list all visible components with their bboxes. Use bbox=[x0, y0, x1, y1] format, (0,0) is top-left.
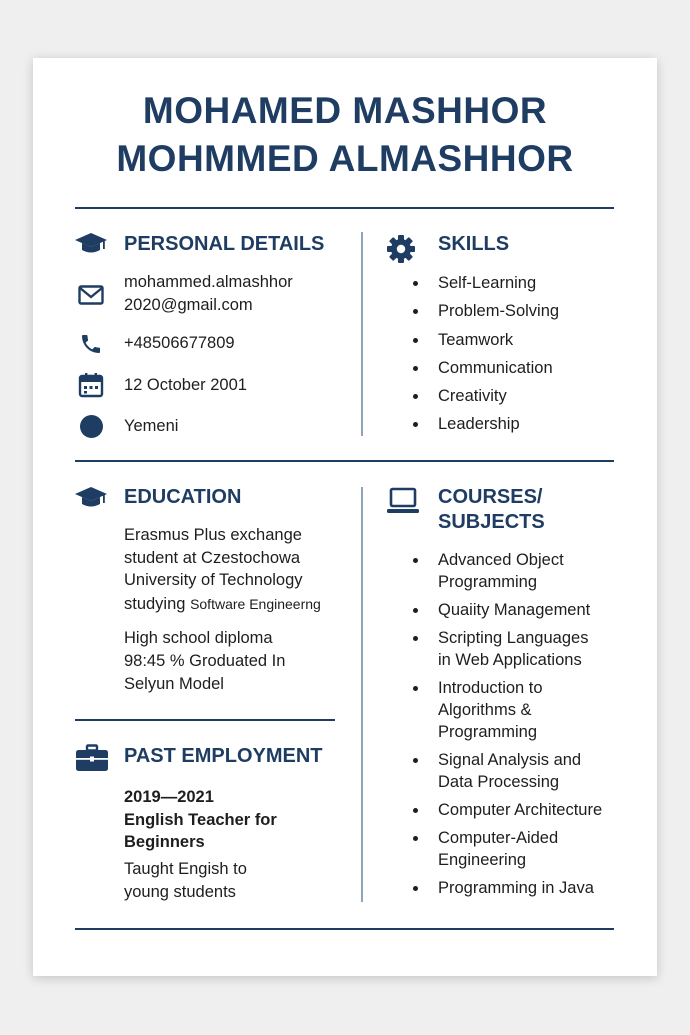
envelope-icon bbox=[78, 285, 104, 305]
skill-item: Self-Learning bbox=[438, 272, 559, 294]
education-entry-1-line-2: student at Czestochowa bbox=[124, 549, 301, 567]
skill-item: Creativity bbox=[438, 385, 559, 407]
skill-item: Problem-Solving bbox=[438, 302, 560, 321]
course-item bbox=[438, 677, 602, 743]
birth-date: 12 October 2001 bbox=[124, 376, 247, 394]
divider-employment bbox=[75, 719, 335, 721]
skill-item: Leadership bbox=[438, 413, 559, 435]
courses-heading-line-2: SUBJECTS bbox=[438, 511, 545, 533]
education-entry-1-line-4 bbox=[124, 593, 321, 616]
education-entry-2-line-1: High school diploma bbox=[124, 629, 273, 647]
education-entry-1-line-3: University of Technology bbox=[124, 571, 303, 589]
education-entry-1-line-1: Erasmus Plus exchange bbox=[124, 526, 302, 544]
course-item-line: Programming bbox=[438, 573, 538, 591]
course-item-line: Signal Analysis and bbox=[438, 751, 582, 769]
phone-icon bbox=[79, 332, 103, 356]
name-line-1: MOHAMED MASHHOR bbox=[142, 90, 548, 131]
education-heading: EDUCATION bbox=[124, 486, 242, 508]
course-item bbox=[438, 627, 602, 671]
graduation-cap-icon bbox=[74, 484, 108, 512]
graduation-cap-icon bbox=[74, 230, 108, 258]
course-item-line: Advanced Object bbox=[438, 551, 564, 569]
course-item bbox=[438, 827, 602, 871]
personal-details-heading: PERSONAL DETAILS bbox=[124, 233, 325, 255]
course-item-line: Data Processing bbox=[438, 773, 560, 791]
employment-years: 2019—2021 bbox=[124, 788, 214, 806]
nationality: Yemeni bbox=[124, 417, 179, 435]
employment-desc-line-2: young students bbox=[124, 883, 236, 901]
phone-number: +48506677809 bbox=[124, 334, 235, 352]
email-line-2: 2020@gmail.com bbox=[124, 296, 253, 314]
course-item-line: Introduction to bbox=[438, 679, 543, 697]
divider-bottom bbox=[75, 928, 614, 930]
course-item-line: Quaiity Management bbox=[438, 601, 591, 619]
course-item-line: Programming bbox=[438, 723, 538, 741]
course-item-line: Engineering bbox=[438, 851, 527, 869]
employment-title-line-2: Beginners bbox=[124, 833, 205, 851]
education-entry-2-line-3: Selyun Model bbox=[124, 675, 224, 693]
past-employment-heading: PAST EMPLOYMENT bbox=[124, 745, 323, 767]
calendar-icon bbox=[78, 372, 104, 398]
course-item bbox=[438, 749, 602, 793]
briefcase-icon bbox=[75, 744, 109, 772]
studying-text: studying bbox=[124, 595, 186, 613]
skill-item: Communication bbox=[438, 357, 559, 379]
course-item-line: Algorithms & bbox=[438, 701, 532, 719]
course-item-line: Computer-Aided bbox=[438, 829, 559, 847]
course-item-line: Computer Architecture bbox=[438, 801, 603, 819]
courses-list bbox=[438, 549, 602, 905]
course-item bbox=[438, 599, 602, 621]
employment-desc-line-1: Taught Engish to bbox=[124, 860, 247, 878]
course-item bbox=[438, 877, 602, 899]
email-line-1: mohammed.almashhor bbox=[124, 273, 293, 291]
course-item-line: Scripting Languages bbox=[438, 629, 589, 647]
courses-heading-line-1: COURSES/ bbox=[438, 486, 543, 508]
name-line-2: MOHMMED ALMASHHOR bbox=[116, 138, 574, 179]
employment-title-line-1: English Teacher for bbox=[124, 811, 277, 829]
column-divider-top bbox=[361, 232, 363, 436]
course-item-line: in Web Applications bbox=[438, 651, 582, 669]
course-item bbox=[438, 549, 602, 593]
gear-icon bbox=[386, 234, 416, 264]
column-divider-bottom bbox=[361, 487, 363, 902]
skills-heading: SKILLS bbox=[438, 233, 510, 255]
globe-icon bbox=[79, 414, 104, 439]
course-item bbox=[438, 799, 602, 821]
laptop-icon bbox=[386, 486, 420, 516]
course-item-line: Programming in Java bbox=[438, 879, 594, 897]
major-text: Software Engineerng bbox=[190, 596, 321, 612]
education-entry-2-line-2: 98:45 % Groduated In bbox=[124, 652, 286, 670]
divider-top bbox=[75, 207, 614, 209]
divider-middle bbox=[75, 460, 614, 462]
skills-list bbox=[438, 272, 559, 442]
skill-item: Teamwork bbox=[438, 329, 559, 351]
